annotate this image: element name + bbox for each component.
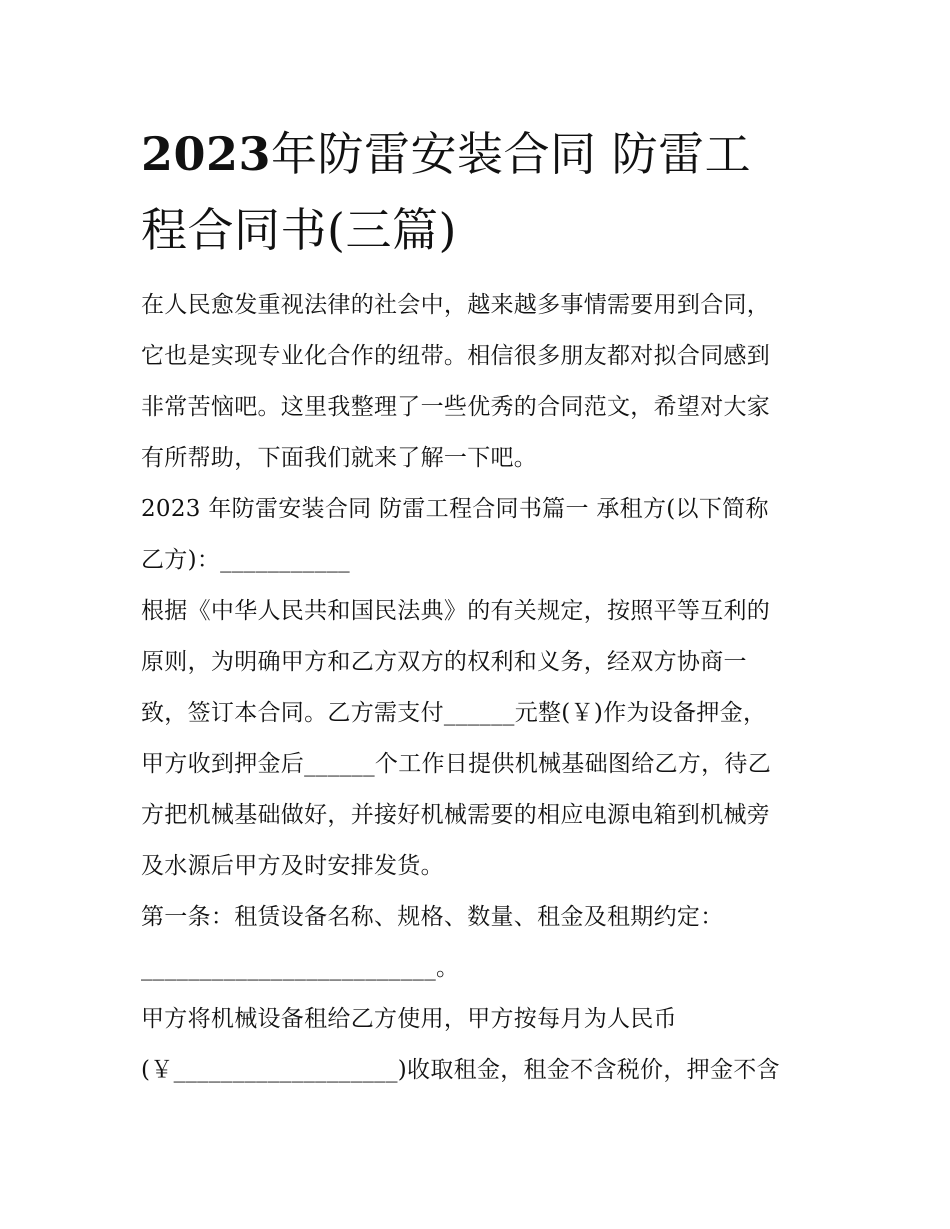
- title-line-2: 程合同书(三篇): [141, 203, 457, 257]
- body-line-16: (￥___________________)收取租金，租金不含税价，押金不含: [141, 1057, 780, 1083]
- title-year: 2023: [141, 127, 272, 181]
- title-line-1: [141, 127, 751, 181]
- body-line-15: 甲方将机械设备租给乙方使用，甲方按每月为人民币: [141, 1006, 677, 1032]
- document-title: [141, 116, 821, 268]
- body-line-11: 方把机械基础做好，并接好机械需要的相应电源电箱到机械旁: [141, 802, 771, 828]
- document-content: [141, 116, 821, 1096]
- body-line-8: 原则，为明确甲方和乙方双方的权利和义务，经双方协商一: [141, 649, 747, 675]
- document-body: [141, 280, 821, 1096]
- body-line-14: _________________________。: [141, 955, 460, 981]
- body-line-12: 及水源后甲方及时安排发货。: [141, 853, 444, 879]
- body-line-7: 根据《中华人民共和国民法典》的有关规定，按照平等互利的: [141, 598, 771, 624]
- body-line-4: 有所帮助，下面我们就来了解一下吧。: [141, 445, 538, 471]
- body-line-6: 乙方)：___________: [141, 547, 350, 573]
- body-line-10: 甲方收到押金后______个工作日提供机械基础图给乙方，待乙: [141, 751, 771, 777]
- body-line-9: 致，签订本合同。乙方需支付______元整(￥)作为设备押金，: [141, 700, 767, 726]
- title-line-1-text: 年防雷安装合同 防雷工: [271, 127, 752, 181]
- body-line-5: 2023 年防雷安装合同 防雷工程合同书篇一 承租方(以下简称: [141, 496, 769, 522]
- body-line-13: 第一条：租赁设备名称、规格、数量、租金及租期约定：: [141, 904, 724, 930]
- body-line-1: 在人民愈发重视法律的社会中，越来越多事情需要用到合同，: [141, 292, 771, 318]
- body-line-3: 非常苦恼吧。这里我整理了一些优秀的合同范文，希望对大家: [141, 394, 771, 420]
- body-line-2: 它也是实现专业化合作的纽带。相信很多朋友都对拟合同感到: [141, 343, 771, 369]
